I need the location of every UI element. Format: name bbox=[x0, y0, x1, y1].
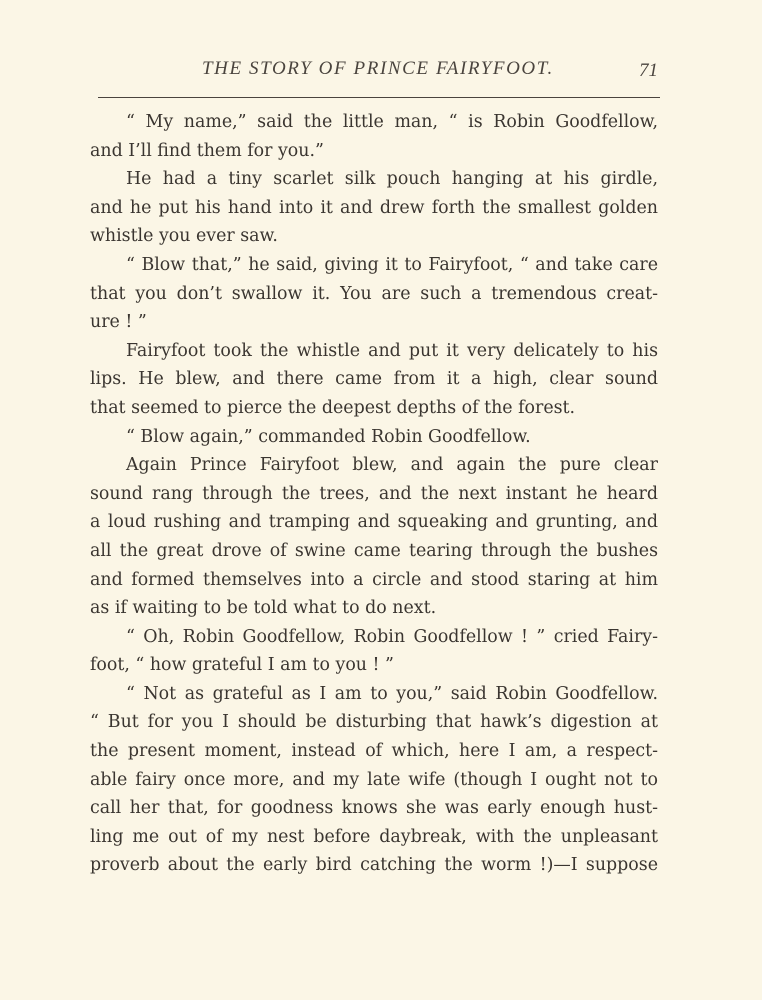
text-line: lips. He blew, and there came from it a high, clear sound bbox=[90, 369, 658, 390]
text-line: and I’ll find them for you.” bbox=[90, 140, 324, 161]
text-line: ling me out of my nest before daybreak, with the unpleasant bbox=[90, 826, 658, 847]
text-line: “ But for you I should be disturbing that hawk’s digestion at bbox=[90, 712, 658, 733]
text-line: all the great drove of swine came tearing through the bushes bbox=[90, 540, 658, 561]
text-line: “ Blow again,” commanded Robin Goodfellow. bbox=[126, 426, 531, 447]
text-line: that seemed to pierce the deepest depths of the forest. bbox=[90, 397, 576, 418]
text-line: “ Blow that,” he said, giving it to Fairyfoot, “ and take care bbox=[126, 254, 658, 275]
header-rule bbox=[98, 97, 660, 98]
text-line: a loud rushing and tramping and squeaking and grunting, and bbox=[90, 512, 658, 533]
text-line: and formed themselves into a circle and stood staring at him bbox=[90, 569, 658, 590]
page-number: 71 bbox=[639, 60, 658, 81]
text-line: call her that, for goodness knows she was early enough hust- bbox=[90, 798, 658, 819]
text-line: and he put his hand into it and drew forth the smallest golden bbox=[90, 197, 658, 218]
running-head-title: THE STORY OF PRINCE FAIRYFOOT. bbox=[202, 58, 554, 79]
body-text bbox=[90, 108, 658, 880]
text-line: whistle you ever saw. bbox=[90, 226, 278, 247]
text-line: “ Not as grateful as I am to you,” said Robin Goodfellow. bbox=[126, 683, 658, 704]
text-line: the present moment, instead of which, here I am, a respect- bbox=[90, 741, 658, 762]
text-line: sound rang through the trees, and the next instant he heard bbox=[90, 483, 658, 504]
text-line: foot, “ how grateful I am to you ! ” bbox=[90, 655, 394, 676]
text-line: “ Oh, Robin Goodfellow, Robin Goodfellow ! ” cried Fairy- bbox=[126, 626, 658, 647]
text-line: “ My name,” said the little man, “ is Robin Goodfellow, bbox=[126, 112, 658, 132]
text-line: He had a tiny scarlet silk pouch hanging at his girdle, bbox=[126, 169, 658, 190]
text-line: proverb about the early bird catching the worm !)—I suppose bbox=[90, 855, 658, 876]
text-line: Again Prince Fairyfoot blew, and again the pure clear bbox=[126, 455, 658, 476]
running-head bbox=[92, 58, 658, 86]
text-line: that you don’t swallow it. You are such a tremendous creat- bbox=[90, 283, 658, 304]
text-line: ure ! ” bbox=[90, 312, 147, 333]
text-line: Fairyfoot took the whistle and put it very delicately to his bbox=[126, 340, 658, 361]
text-line: as if waiting to be told what to do next. bbox=[90, 598, 437, 619]
text-line: able fairy once more, and my late wife (though I ought not to bbox=[90, 769, 658, 790]
